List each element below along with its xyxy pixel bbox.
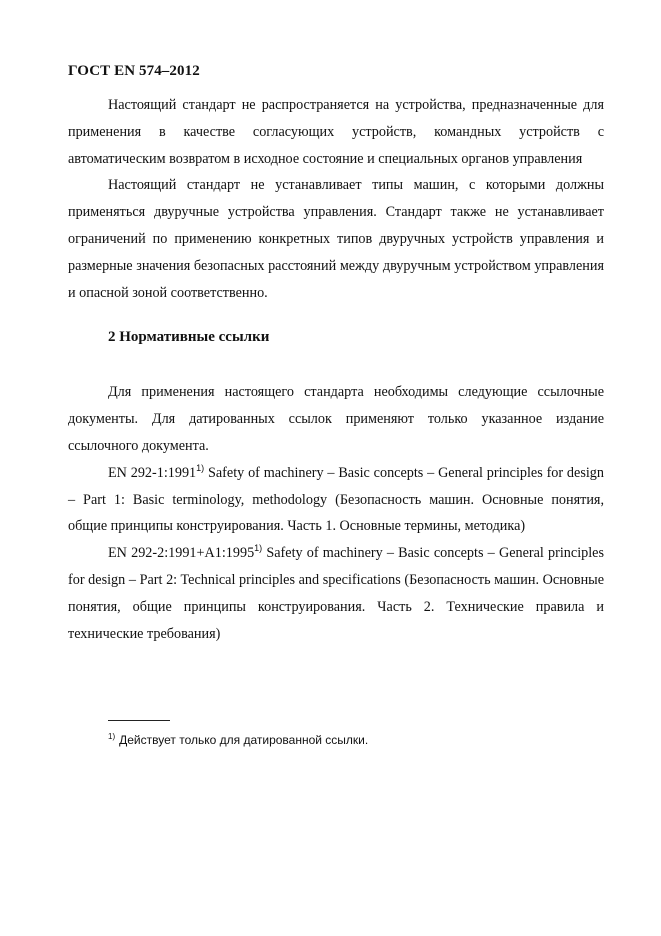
footnote	[108, 733, 368, 747]
spacer	[68, 306, 604, 324]
footnote-separator	[108, 720, 170, 721]
section-heading-normative-references: 2 Нормативные ссылки	[108, 329, 270, 346]
footnote-mark: 1)	[108, 732, 116, 741]
spacer	[68, 350, 604, 379]
reference-text: Safety of machinery – Basic concepts – General principles for design – Part 1: Basic terminology, methodology (Безопасность машин. Основные понятия, общие принципы конструирования. Часть 1. Основные термины, методика)	[68, 464, 604, 535]
footnote-marker: 1)	[196, 462, 205, 473]
reference-code: EN 292-1:1991	[108, 464, 197, 481]
reference-text: Safety of machinery – Basic concepts – General principles for design – Part 2: Technical principles and specifications (Безопасность машин. Основные понятия, общие принципы конструирования. Часть 2. Технические правила и технические требования)	[68, 545, 604, 642]
document-body	[68, 92, 604, 647]
normative-references-intro: Для применения настоящего стандарта необходимы следующие ссылочные документы. Для датированных ссылок применяют только указанное издание ссылочного документа.	[68, 384, 604, 454]
reference-entry	[68, 460, 604, 540]
reference-entry	[68, 540, 604, 647]
footnote-text: Действует только для датированной ссылки.	[119, 733, 369, 747]
reference-code: EN 292-2:1991+A1:1995	[108, 545, 255, 562]
scope-paragraph-2: Настоящий стандарт не устанавливает типы машин, с которыми должны применяться двуручные устройства управления. Стандарт также не устанавливает ограничений по применению конкретных типов двуручных устройств управления и размерные значения безопасных расстояний между двуручным устройством управления и опасной зоной соответственно.	[68, 177, 604, 301]
document-code-header: ГОСТ EN 574–2012	[68, 63, 200, 79]
scope-paragraph-1: Настоящий стандарт не распространяется на устройства, предназначенные для применения в качестве согласующих устройств, командных устройств с автоматическим возвратом в исходное состояние и специальных органов управления	[68, 97, 604, 167]
footnote-marker: 1)	[254, 543, 263, 554]
